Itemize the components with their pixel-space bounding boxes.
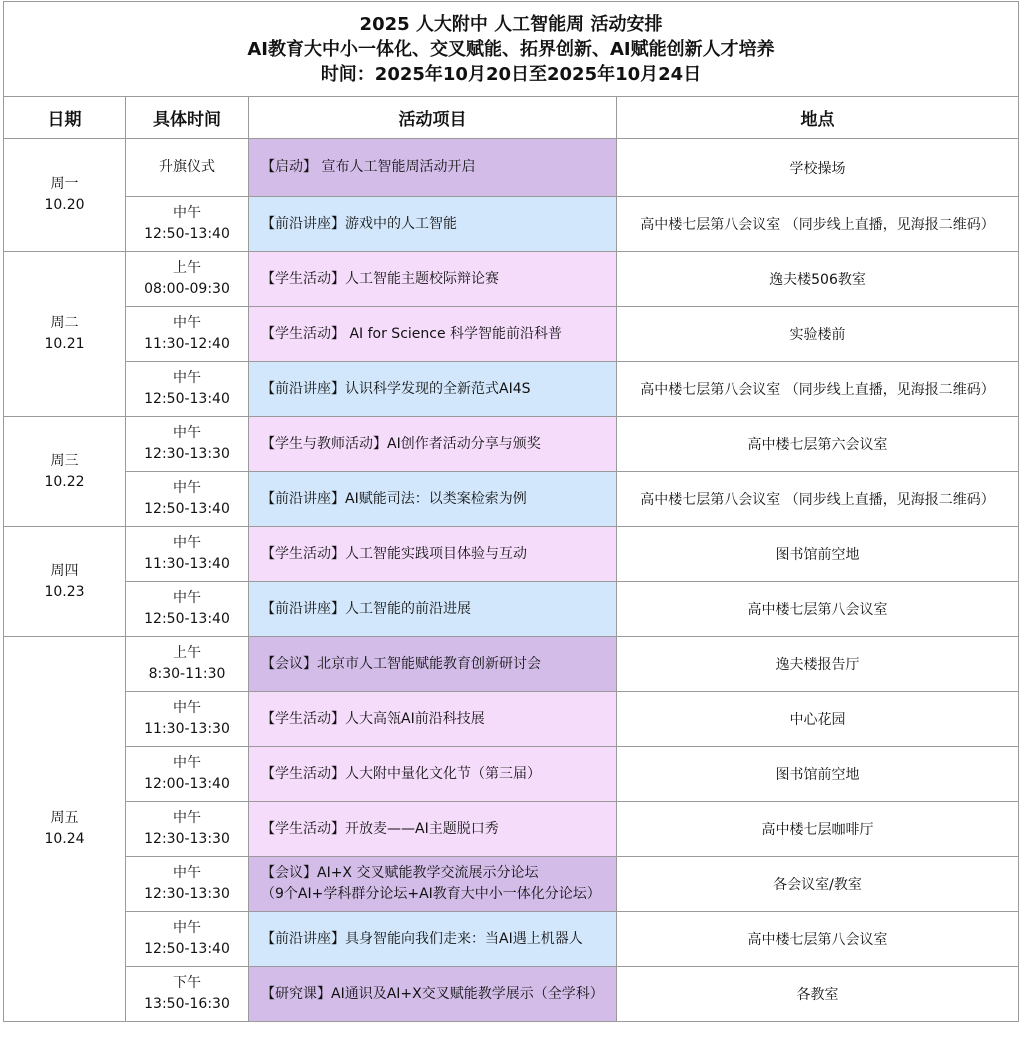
- time-label: 中午: [173, 370, 201, 386]
- time-label: 中午: [173, 315, 201, 331]
- activity-title: 【学生活动】人大高瓴AI前沿科技展: [261, 710, 485, 727]
- time-cell: [126, 857, 249, 912]
- time-range: 12:30-13:30: [144, 886, 230, 902]
- table-row: [4, 417, 1019, 472]
- place-cell: 高中楼七层第八会议室: [617, 582, 1019, 637]
- table-row: [4, 912, 1019, 967]
- activity-cell: [249, 637, 617, 692]
- place-cell: 高中楼七层第八会议室 （同步线上直播，见海报二维码）: [617, 197, 1019, 252]
- activity-title: 【学生活动】人工智能实践项目体验与互动: [261, 545, 527, 562]
- place-cell: 高中楼七层第八会议室 （同步线上直播，见海报二维码）: [617, 362, 1019, 417]
- activity-title: 【学生与教师活动】AI创作者活动分享与颁奖: [261, 435, 541, 452]
- time-range: 12:50-13:40: [144, 941, 230, 957]
- time-cell: [126, 967, 249, 1022]
- table-row: [4, 582, 1019, 637]
- time-cell: [126, 747, 249, 802]
- day-weekday: 周五: [50, 810, 79, 826]
- table-row: [4, 692, 1019, 747]
- time-label: 中午: [173, 755, 201, 771]
- activity-cell: [249, 527, 617, 582]
- time-cell: [126, 527, 249, 582]
- time-cell: [126, 582, 249, 637]
- time-range: 08:00-09:30: [144, 281, 230, 297]
- time-label: 升旗仪式: [159, 159, 215, 175]
- time-cell: [126, 252, 249, 307]
- day-weekday: 周一: [50, 176, 79, 192]
- activity-title: 【学生活动】 AI for Science 科学智能前沿科普: [261, 325, 563, 342]
- time-range: 12:50-13:40: [144, 226, 230, 242]
- place-cell: 高中楼七层咖啡厅: [617, 802, 1019, 857]
- day-date: 10.22: [44, 473, 85, 490]
- day-weekday: 周四: [50, 562, 79, 579]
- column-header-time: 具体时间: [126, 97, 249, 139]
- activity-cell: [249, 967, 617, 1022]
- time-range: 11:30-12:40: [144, 336, 230, 352]
- time-cell: [126, 362, 249, 417]
- time-cell: [126, 197, 249, 252]
- time-cell: [126, 637, 249, 692]
- time-range: 11:30-13:30: [144, 721, 230, 737]
- activity-title: 【启动】 宣布人工智能周活动开启: [261, 159, 476, 175]
- column-header-place: 地点: [617, 97, 1019, 139]
- day-cell: [4, 637, 126, 1022]
- table-row: [4, 747, 1019, 802]
- title-block: [4, 2, 1019, 97]
- table-row: [4, 527, 1019, 582]
- column-header-date: 日期: [4, 97, 126, 139]
- place-cell: 图书馆前空地: [617, 747, 1019, 802]
- time-cell: [126, 912, 249, 967]
- place-cell: 逸夫楼506教室: [617, 252, 1019, 307]
- activity-title: 【学生活动】人工智能主题校际辩论赛: [261, 270, 499, 287]
- activity-title: 【前沿讲座】认识科学发现的全新范式AI4S: [261, 380, 531, 397]
- day-date: 10.21: [44, 336, 85, 352]
- time-label: 中午: [173, 865, 201, 881]
- time-range: 12:30-13:30: [144, 446, 230, 462]
- time-label: 中午: [173, 205, 201, 221]
- table-row: [4, 637, 1019, 692]
- activity-cell: [249, 139, 617, 197]
- activity-subtitle: （9个AI+学科群分论坛+AI教育大中小一体化分论坛）: [261, 886, 601, 902]
- activity-cell: [249, 857, 617, 912]
- activity-cell: [249, 362, 617, 417]
- place-cell: 学校操场: [617, 139, 1019, 197]
- table-row: [4, 967, 1019, 1022]
- time-label: 中午: [173, 590, 201, 606]
- time-label: 下午: [173, 975, 201, 991]
- activity-title: 【前沿讲座】AI赋能司法：以类案检索为例: [261, 490, 527, 507]
- activity-cell: [249, 692, 617, 747]
- place-cell: 中心花园: [617, 692, 1019, 747]
- time-cell: [126, 307, 249, 362]
- activity-title: 【研究课】AI通识及AI+X交叉赋能教学展示（全学科）: [261, 985, 604, 1002]
- activity-cell: [249, 252, 617, 307]
- activity-cell: [249, 802, 617, 857]
- time-range: 12:00-13:40: [144, 776, 230, 792]
- day-date: 10.24: [44, 831, 85, 847]
- table-row: [4, 197, 1019, 252]
- time-range: 12:50-13:40: [144, 611, 230, 627]
- activity-cell: [249, 197, 617, 252]
- activity-cell: [249, 747, 617, 802]
- time-label: 中午: [173, 535, 201, 551]
- title-line-1: 2025 人大附中 人工智能周 活动安排: [359, 13, 663, 35]
- title-line-3: 时间：2025年10月20日至2025年10月24日: [320, 63, 702, 85]
- table-row: [4, 857, 1019, 912]
- place-cell: 逸夫楼报告厅: [617, 637, 1019, 692]
- activity-title: 【会议】北京市人工智能赋能教育创新研讨会: [261, 655, 541, 672]
- time-range: 13:50-16:30: [144, 996, 230, 1012]
- activity-cell: [249, 417, 617, 472]
- activity-title: 【前沿讲座】人工智能的前沿进展: [261, 600, 471, 617]
- column-header-activity: 活动项目: [249, 97, 617, 139]
- activity-title: 【前沿讲座】游戏中的人工智能: [261, 215, 457, 232]
- time-label: 中午: [173, 700, 201, 716]
- place-cell: 高中楼七层第八会议室: [617, 912, 1019, 967]
- time-range: 12:30-13:30: [144, 831, 230, 847]
- time-label: 中午: [173, 425, 201, 441]
- table-row: [4, 252, 1019, 307]
- time-label: 中午: [173, 810, 201, 826]
- table-row: [4, 362, 1019, 417]
- table-row: [4, 472, 1019, 527]
- day-date: 10.20: [44, 197, 85, 213]
- day-cell: [4, 139, 126, 252]
- time-range: 11:30-13:40: [144, 556, 230, 572]
- table-row: [4, 802, 1019, 857]
- place-cell: 各教室: [617, 967, 1019, 1022]
- activity-title: 【前沿讲座】具身智能向我们走来：当AI遇上机器人: [261, 930, 583, 947]
- activity-title: 【学生活动】人大附中量化文化节（第三届）: [261, 765, 541, 782]
- activity-cell: [249, 307, 617, 362]
- place-cell: 图书馆前空地: [617, 527, 1019, 582]
- time-label: 中午: [173, 480, 201, 496]
- table-row: [4, 139, 1019, 197]
- column-header-row: [4, 97, 1019, 139]
- time-range: 12:50-13:40: [144, 501, 230, 517]
- activity-title: 【学生活动】开放麦——AI主题脱口秀: [261, 820, 499, 837]
- title-line-2: AI教育大中小一体化、交叉赋能、拓界创新、AI赋能创新人才培养: [247, 38, 775, 60]
- time-range: 12:50-13:40: [144, 391, 230, 407]
- schedule-body: [4, 139, 1019, 1022]
- day-cell: [4, 527, 126, 637]
- activity-cell: [249, 472, 617, 527]
- day-cell: [4, 417, 126, 527]
- time-cell: [126, 472, 249, 527]
- day-date: 10.23: [44, 583, 85, 600]
- activity-title: 【会议】AI+X 交叉赋能教学交流展示分论坛: [261, 865, 539, 881]
- time-label: 上午: [173, 260, 201, 276]
- time-cell: [126, 139, 249, 197]
- place-cell: 实验楼前: [617, 307, 1019, 362]
- day-weekday: 周二: [50, 315, 79, 331]
- time-cell: [126, 417, 249, 472]
- table-row: [4, 307, 1019, 362]
- time-range: 8:30-11:30: [148, 666, 226, 682]
- time-cell: [126, 692, 249, 747]
- activity-cell: [249, 912, 617, 967]
- time-label: 中午: [173, 920, 201, 936]
- time-label: 上午: [173, 645, 201, 661]
- activity-cell: [249, 582, 617, 637]
- time-cell: [126, 802, 249, 857]
- place-cell: 高中楼七层第八会议室 （同步线上直播，见海报二维码）: [617, 472, 1019, 527]
- day-cell: [4, 252, 126, 417]
- place-cell: 高中楼七层第六会议室: [617, 417, 1019, 472]
- schedule-table: [3, 1, 1019, 1022]
- day-weekday: 周三: [50, 452, 79, 469]
- place-cell: 各会议室/教室: [617, 857, 1019, 912]
